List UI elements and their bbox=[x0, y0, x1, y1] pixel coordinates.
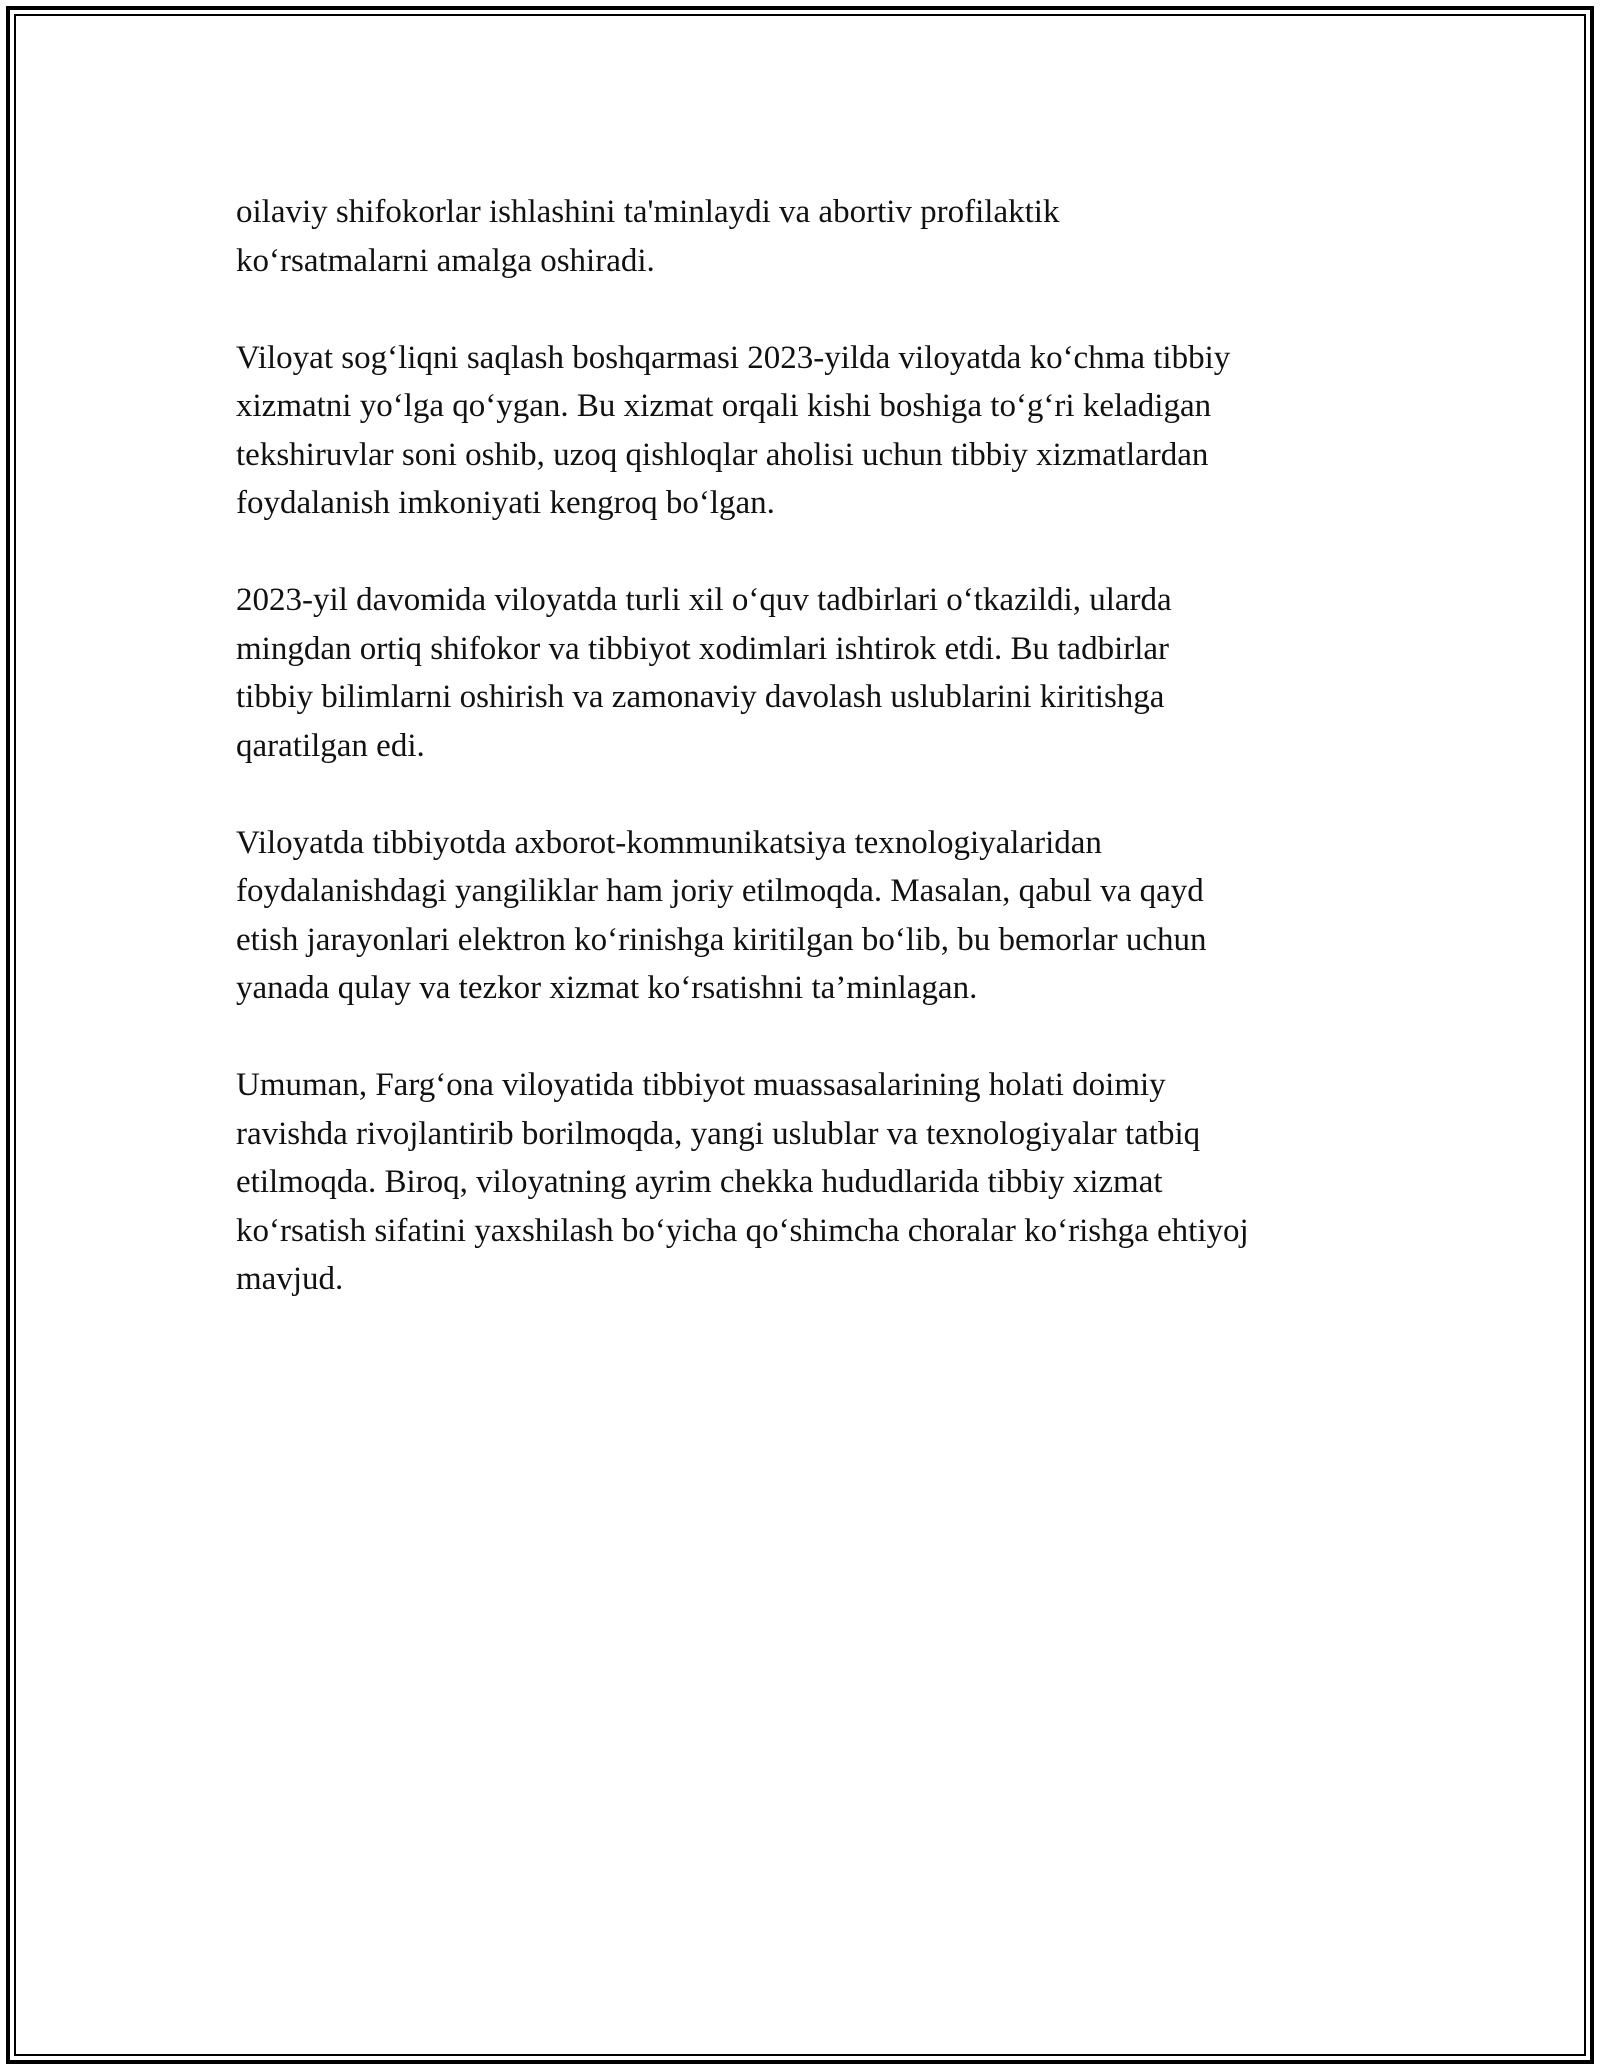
paragraph: Viloyat sog‘liqni saqlash boshqarmasi 2023-yilda viloyatda ko‘chma tibbiy xizmatni yo‘lga qo‘ygan. Bu xizmat orqali kishi boshiga to‘g‘ri keladigan tekshiruvlar soni oshib, uzoq qishloqlar aholisi uchun tibbiy xizmatlardan foydalanish imkoniyati kengroq bo‘lgan. bbox=[236, 339, 1231, 521]
paragraph: 2023-yil davomida viloyatda turli xil o‘quv tadbirlari o‘tkazildi, ularda mingdan ortiq shifokor va tibbiyot xodimlari ishtirok etdi. Bu tadbirlar tibbiy bilimlarni oshirish va zamonaviy davolash uslublarini kiritishga qaratilgan edi. bbox=[236, 582, 1172, 764]
document-body bbox=[236, 188, 1366, 1352]
paragraph: oilaviy shifokorlar ishlashini ta'minlaydi va abortiv profilaktik ko‘rsatmalarni amalga oshiradi. bbox=[236, 194, 1060, 279]
paragraph: Viloyatda tibbiyotda axborot-kommunikatsiya texnologiyalaridan foydalanishdagi yangiliklar ham joriy etilmoqda. Masalan, qabul va qayd etish jarayonlari elektron ko‘rinishga kiritilgan bo‘lib, bu bemorlar uchun yanada qulay va tezkor xizmat ko‘rsatishni ta’minlagan. bbox=[236, 824, 1207, 1006]
paragraph: Umuman, Farg‘ona viloyatida tibbiyot muassasalarining holati doimiy ravishda rivojlantirib borilmoqda, yangi uslublar va texnologiyalar tatbiq etilmoqda. Biroq, viloyatning ayrim chekka hududlarida tibbiy xizmat ko‘rsatish sifatini yaxshilash bo‘yicha qo‘shimcha choralar ko‘rishga ehtiyoj mavjud. bbox=[236, 1067, 1249, 1297]
